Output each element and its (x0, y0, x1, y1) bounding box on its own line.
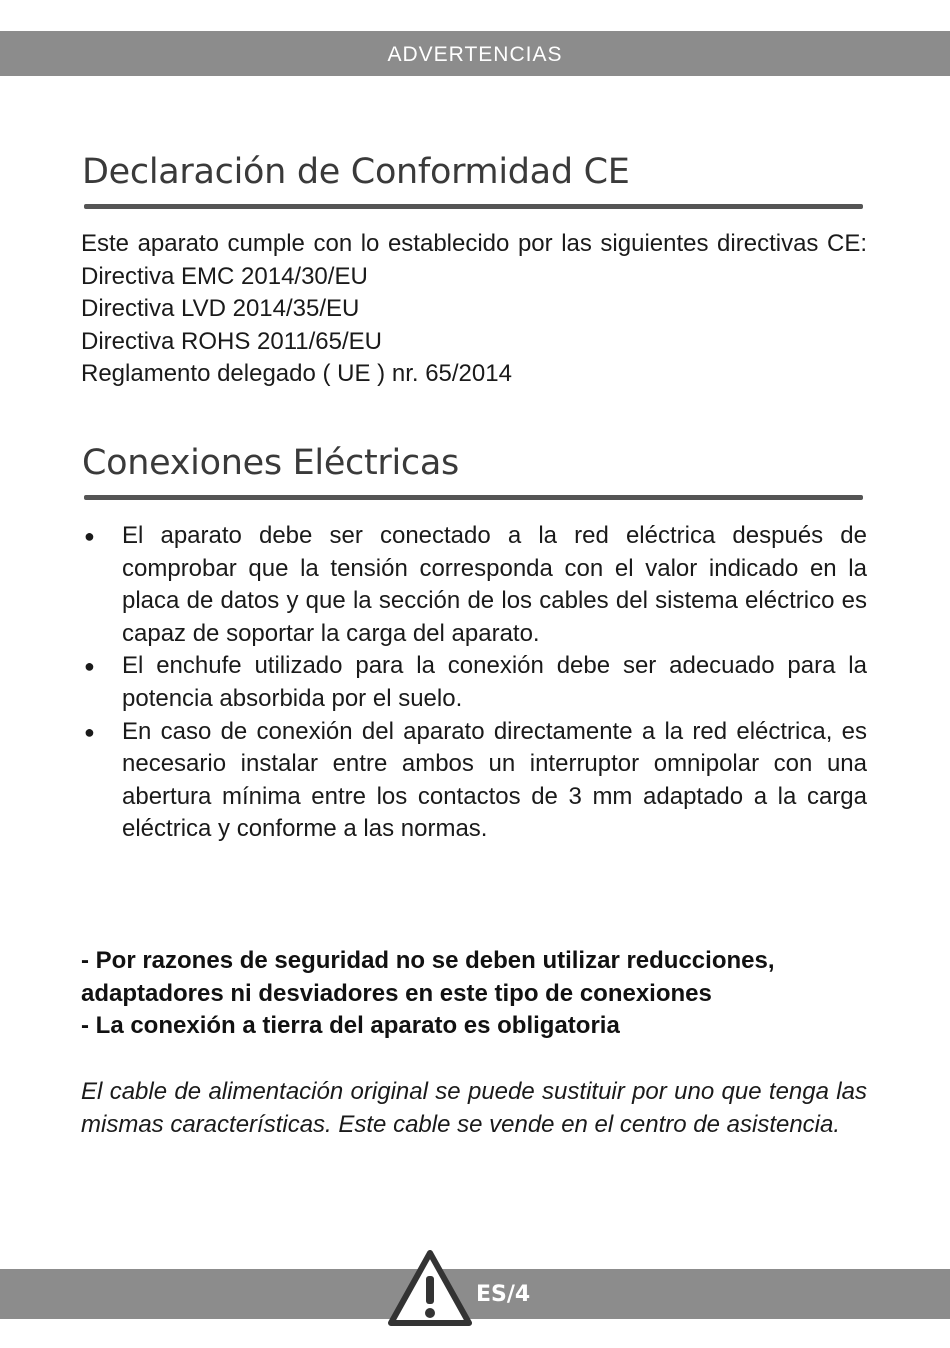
ce-directive-emc: Directiva EMC 2014/30/EU (81, 262, 368, 290)
cable-note: El cable de alimentación original se puede sustituir por uno que tenga las mismas características. Este cable se vende en el centro de asistencia. (81, 1078, 867, 1138)
header-bar (0, 31, 950, 76)
ce-heading: Declaración de Conformidad CE (82, 152, 630, 192)
ce-heading-rule (84, 204, 863, 209)
list-item (81, 520, 867, 650)
warning-ground-required: - La conexión a tierra del aparato es obligatoria (81, 1012, 620, 1040)
electrical-heading-rule (84, 495, 863, 500)
list-item (81, 716, 867, 846)
electrical-heading: Conexiones Eléctricas (82, 443, 459, 483)
bullet-icon: ● (84, 721, 95, 742)
page-number: ES/4 (476, 1282, 531, 1307)
bullet-text: El enchufe utilizado para la conexión debe ser adecuado para la potencia absorbida por el suelo. (122, 652, 867, 712)
warning-triangle-icon (388, 1250, 472, 1326)
ce-directives (81, 228, 867, 391)
safety-warnings (81, 945, 867, 1043)
header-title: ADVERTENCIAS (387, 43, 563, 66)
list-item (81, 650, 867, 715)
ce-directive-lvd: Directiva LVD 2014/35/EU (81, 295, 360, 323)
ce-regulation: Reglamento delegado ( UE ) nr. 65/2014 (81, 360, 512, 388)
warning-no-adapters: - Por razones de seguridad no se deben utilizar reducciones, adaptadores ni desviadores en este tipo de conexiones (81, 947, 775, 1007)
electrical-bullet-list (81, 520, 867, 846)
ce-intro-line: Este aparato cumple con lo establecido por las siguientes directivas CE: (81, 230, 867, 257)
bullet-text: En caso de conexión del aparato directamente a la red eléctrica, es necesario instalar entre ambos un interruptor omnipolar con una abertura mínima entre los contactos de 3 mm adaptado a la carga eléctrica y conforme a las normas. (122, 717, 867, 843)
footer-bar (0, 1269, 950, 1319)
bullet-icon: ● (84, 656, 95, 677)
bullet-icon: ● (84, 526, 95, 546)
bullet-text: El aparato debe ser conectado a la red eléctrica después de comprobar que la tensión corresponda con el valor indicado en la placa de datos y que la sección de los cables del sistema eléctrico es capaz de soportar la carga del aparato. (122, 522, 867, 647)
ce-directive-rohs: Directiva ROHS 2011/65/EU (81, 327, 383, 355)
